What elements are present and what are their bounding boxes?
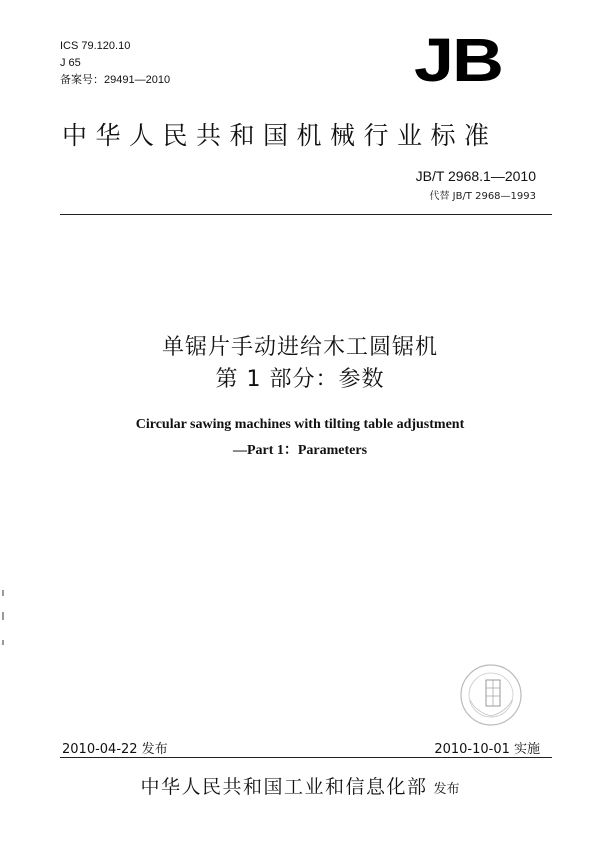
publisher-suffix: 发布 [433, 782, 460, 797]
scan-edge-mark [2, 590, 4, 596]
classification-block [60, 38, 170, 89]
publisher-seal-stamp [456, 660, 526, 730]
chinese-title-line-1: 单锯片手动进给木工圆锯机 [161, 335, 438, 360]
bottom-divider [60, 757, 552, 758]
replaces-standard: 代替 JB/T 2968—1993 [429, 191, 536, 202]
publisher-name: 中华人民共和国工业和信息化部 [140, 776, 428, 798]
english-title-line-1: Circular sawing machines with tilting table adjustment [135, 417, 465, 432]
implementation-date: 2010-10-01 实施 [434, 742, 540, 757]
publisher-line [0, 772, 600, 799]
chinese-title-line-2: 第 1 部分：参数 [215, 367, 385, 392]
english-title-line-2: —Part 1：Parameters [232, 443, 368, 458]
scan-edge-mark [2, 612, 4, 620]
jb-logo: JB [414, 26, 503, 95]
ics-code: ICS 79.120.10 [60, 40, 131, 52]
standard-number: JB/T 2968.1—2010 [415, 168, 536, 184]
scan-edge-mark [2, 640, 4, 645]
ccs-code: J 65 [60, 57, 81, 69]
top-divider [60, 214, 552, 215]
standard-category-title: 中华人民共和国机械行业标准 [62, 121, 498, 150]
issue-date: 2010-04-22 发布 [62, 742, 168, 757]
filing-number: 备案号：29491—2010 [60, 74, 171, 86]
